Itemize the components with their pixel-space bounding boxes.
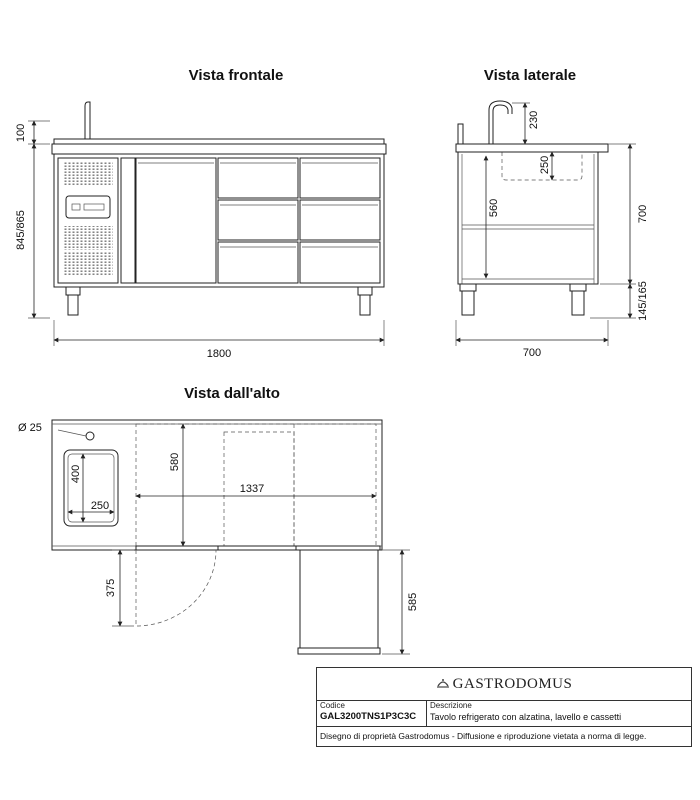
top-dim-drawer-extension: 585	[407, 592, 419, 612]
code-description-row	[317, 700, 691, 727]
top-dim-hole-diameter: Ø 25	[18, 422, 42, 434]
side-dim-depth: 700	[522, 347, 542, 359]
top-view-drawing	[52, 420, 410, 654]
description-value: Tavolo refrigerato con alzatina, lavello e cassetti	[430, 712, 622, 722]
front-view-drawing	[28, 102, 386, 346]
gastrodomus-logo-icon	[436, 677, 450, 691]
front-dim-top-height: 100	[15, 123, 27, 143]
title-block	[316, 667, 692, 747]
top-view-title: Vista dall'alto	[184, 385, 280, 402]
side-dim-body-height: 700	[637, 204, 649, 224]
code-cell	[317, 700, 427, 726]
brand-name: GASTRODOMUS	[452, 675, 573, 692]
side-dim-inner-height: 560	[488, 198, 500, 218]
side-dim-leg-height: 145/165	[637, 281, 649, 321]
top-dim-sink-length: 400	[70, 464, 82, 484]
top-dim-inner-width: 1337	[239, 483, 265, 495]
front-view-title: Vista frontale	[188, 67, 284, 84]
front-dim-width: 1800	[206, 348, 232, 360]
front-dim-body-height: 845/865	[15, 210, 27, 250]
top-dim-inner-depth: 580	[169, 452, 181, 472]
description-label: Descrizione	[430, 701, 472, 710]
description-cell	[427, 700, 691, 726]
top-dim-sink-width: 250	[90, 500, 110, 512]
top-dim-door-swing: 375	[105, 578, 117, 598]
code-label: Codice	[320, 701, 345, 710]
code-value: GAL3200TNS1P3C3C	[320, 711, 417, 722]
copyright-notice: Disegno di proprietà Gastrodomus - Diffusione e riproduzione vietata a norma di legge.	[320, 731, 647, 741]
side-dim-tap-height: 230	[528, 110, 540, 130]
side-dim-sink-depth: 250	[539, 155, 551, 175]
logo-row	[317, 668, 691, 701]
side-view-drawing	[456, 101, 636, 346]
side-view-title: Vista laterale	[483, 67, 577, 84]
